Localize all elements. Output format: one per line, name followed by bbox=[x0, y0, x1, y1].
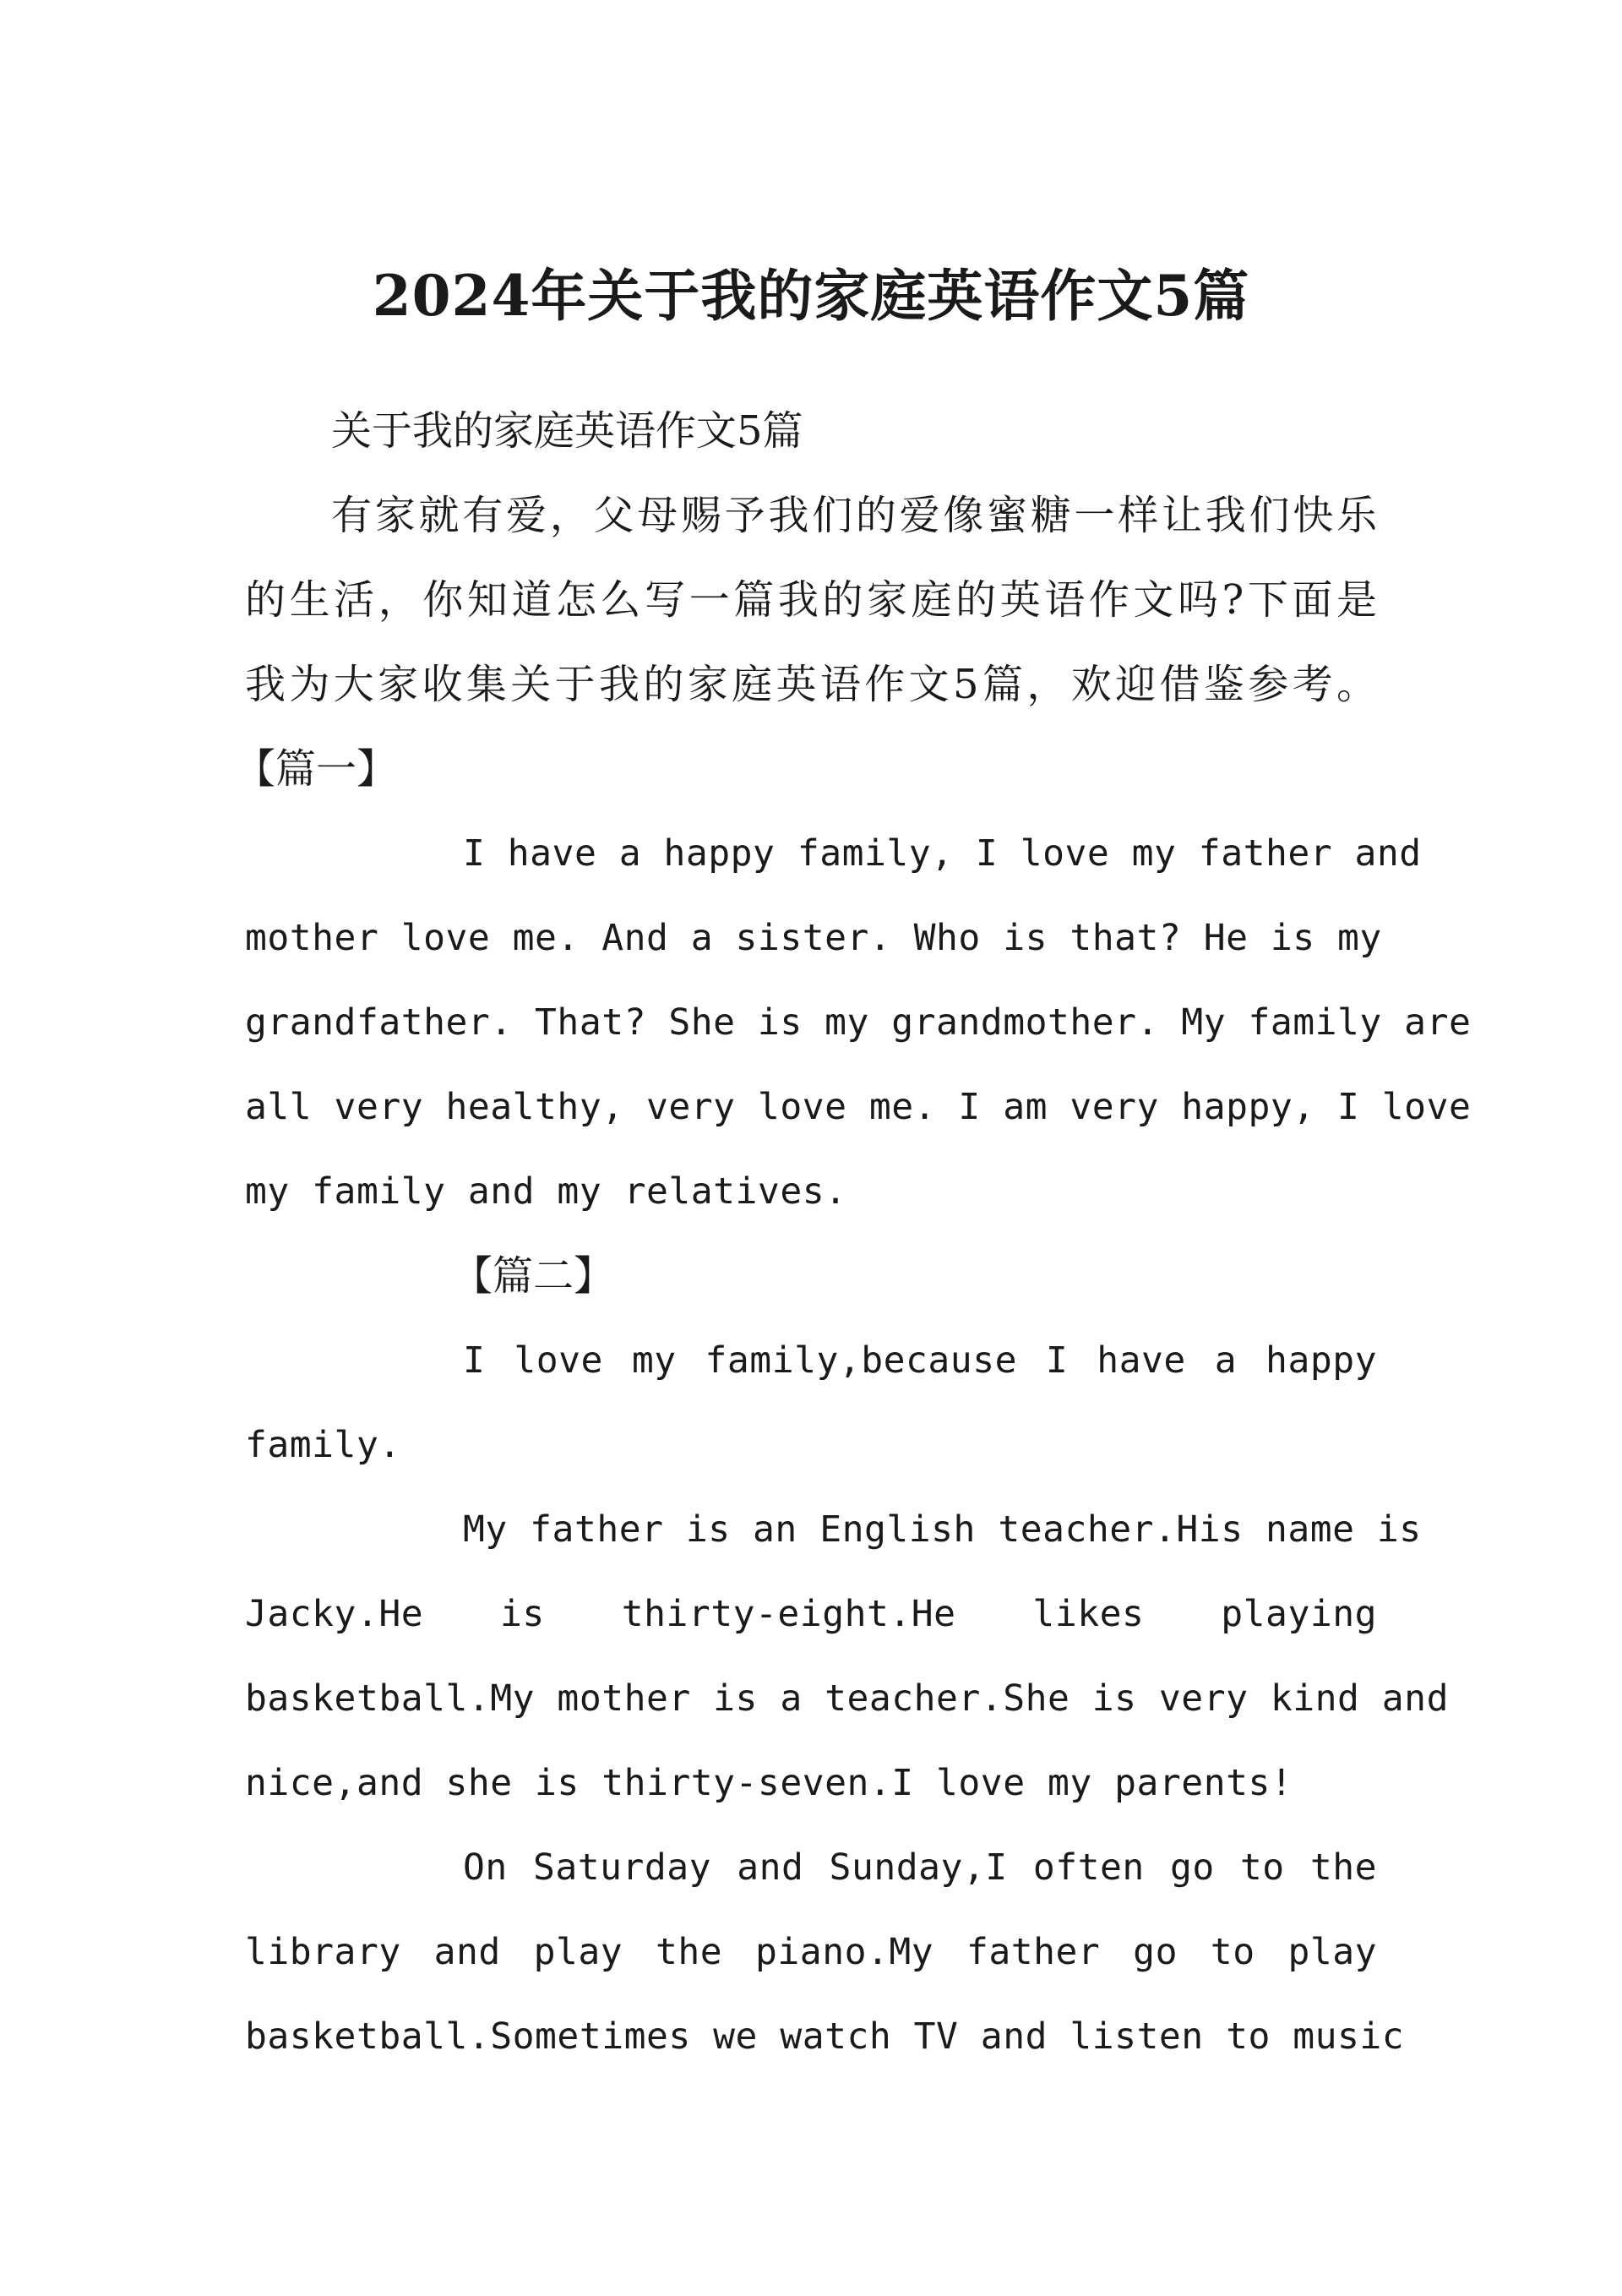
section2-p2-line-1: My father is an English teacher.His name is bbox=[463, 1508, 1422, 1551]
document-title: 2024年关于我的家庭英语作文5篇 bbox=[372, 263, 1250, 329]
section2-p2-line-4: nice,and she is thirty-seven.I love my parents! bbox=[245, 1762, 1293, 1804]
section2-p2-line-2: Jacky.He is thirty-eight.He likes playing bbox=[245, 1593, 1377, 1635]
intro-line-1: 有家就有爱，父母赐予我们的爱像蜜糖一样让我们快乐 bbox=[331, 492, 1377, 539]
section2-p3-line-2: library and play the piano.My father go to play bbox=[245, 1931, 1377, 1973]
intro-line-3: 我为大家收集关于我的家庭英语作文5篇，欢迎借鉴参考。 bbox=[245, 661, 1377, 708]
section2-p3-line-1: On Saturday and Sunday,I often go to the bbox=[463, 1846, 1377, 1889]
section2-p2-line-3: basketball.My mother is a teacher.She is very kind and bbox=[245, 1677, 1449, 1720]
section2-p1-line-2: family. bbox=[245, 1424, 401, 1466]
subtitle-line: 关于我的家庭英语作文5篇 bbox=[331, 407, 803, 455]
section2-p1-line-1: I love my family,because I have a happy bbox=[463, 1339, 1377, 1382]
section2-heading: 【篇二】 bbox=[452, 1252, 615, 1300]
section1-heading: 【篇一】 bbox=[235, 745, 398, 793]
intro-line-2: 的生活，你知道怎么写一篇我的家庭的英语作文吗?下面是 bbox=[245, 576, 1377, 624]
section1-line-1: I have a happy family, I love my father and bbox=[463, 832, 1422, 875]
section1-line-2: mother love me. And a sister. Who is that? He is my bbox=[245, 917, 1382, 959]
section1-line-4: all very healthy, very love me. I am very happy, I love bbox=[245, 1086, 1472, 1128]
section2-p3-line-3: basketball.Sometimes we watch TV and listen to music bbox=[245, 2015, 1405, 2058]
section1-line-5: my family and my relatives. bbox=[245, 1170, 847, 1213]
section1-line-3: grandfather. That? She is my grandmother. My family are bbox=[245, 1001, 1472, 1044]
